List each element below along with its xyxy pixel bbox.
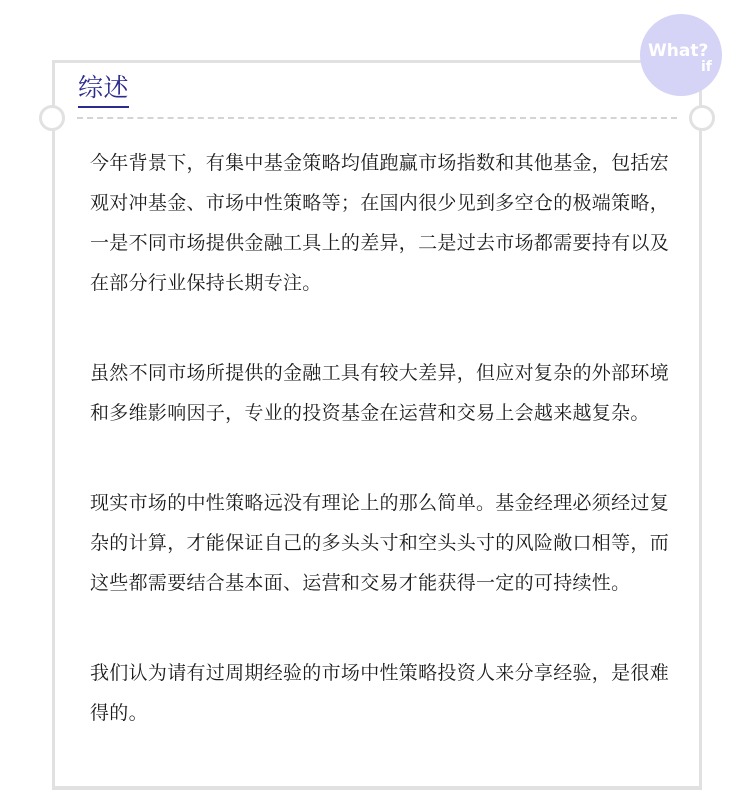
summary-card [52,60,702,790]
paragraph-3: 现实市场的中性策略远没有理论上的那么简单。基金经理必须经过复杂的计算，才能保证自己的多头头寸和空头头寸的风险敞口相等，而这些都需要结合基本面、运营和交易才能获得一定的可持续性。 [90,492,670,594]
what-if-logo-badge [640,14,722,96]
badge-text-what: What? [648,41,709,61]
paragraph-4: 我们认为请有过周期经验的市场中性策略投资人来分享经验，是很难得的。 [90,662,670,724]
left-notch-decoration [39,105,65,131]
dashed-divider [77,117,677,119]
summary-content [90,143,680,733]
paragraph-2: 虽然不同市场所提供的金融工具有较大差异，但应对复杂的外部环境和多维影响因子，专业的投资基金在运营和交易上会越来越复杂。 [90,362,670,424]
right-notch-decoration [689,105,715,131]
section-title: 综述 [78,71,129,108]
badge-text-if: if [701,59,712,75]
paragraph-1: 今年背景下，有集中基金策略均值跑赢市场指数和其他基金，包括宏观对冲基金、市场中性策略等；在国内很少见到多空仓的极端策略，一是不同市场提供金融工具上的差异，二是过去市场都需要持有以及在部分行业保持长期专注。 [90,152,670,294]
